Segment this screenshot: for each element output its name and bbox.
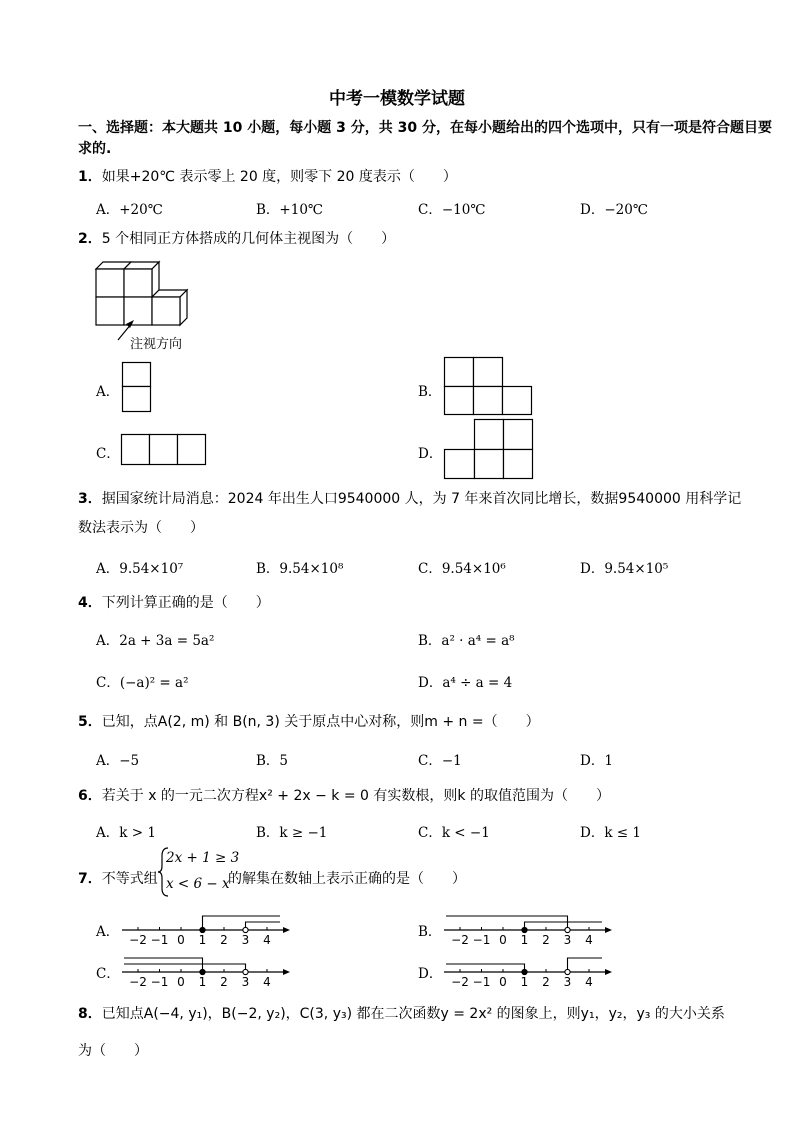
q1-option-a: A．+20℃ [96,202,163,218]
q2-option-c: C． [96,446,120,462]
question-4 [78,592,270,612]
tick-label: 4 [585,975,593,989]
q5-option-a: A．−5 [96,753,140,769]
solution-ray [568,958,603,972]
system-line-1: 2x + 1 ≥ 3 [166,850,240,866]
tick-label: 2 [220,933,228,947]
page-title: 中考一模数学试题 [329,89,465,109]
q3-option-b: B．9.54×10⁸ [256,561,344,577]
open-point [243,927,248,932]
closed-point [522,969,527,974]
question-7-text-post: 的解集在数轴上表示正确的是（ ） [228,871,466,887]
q7-option-b: B． [418,924,442,940]
axis-arrow [605,927,612,933]
q6-option-b: B．k ≥ −1 [256,825,328,841]
q3-option-c: C．9.54×10⁶ [418,561,506,577]
q6-option-c: C．k < −1 [418,825,490,841]
question-number: 3． [78,491,102,507]
question-3 [78,488,741,508]
cube-stack-figure [90,255,200,335]
question-number: 1． [78,169,102,185]
question-8-line2: 为（ ） [78,1043,148,1059]
solution-ray [525,922,603,930]
question-number: 4． [78,595,102,611]
question-1 [78,166,457,186]
tick-label: 2 [220,975,228,989]
tick-label: 2 [542,933,550,947]
q1-option-c: C．−10℃ [418,202,486,218]
solution-ray [203,916,281,930]
tick-label: 1 [198,975,207,989]
question-text: 下列计算正确的是（ ） [101,595,270,611]
question-text: 已知，点A(2, m) 和 B(n, 3) 关于原点中心对称，则m + n =（ ） [101,714,540,730]
tick-label: 4 [585,933,593,947]
tick-label: 2 [542,975,550,989]
question-text: 如果+20℃ 表示零上 20 度，则零下 20 度表示（ ） [101,169,457,185]
closed-point [200,969,205,974]
question-number: 6． [78,788,102,804]
number-line-d [442,947,622,991]
question-7 [78,868,158,888]
question-5 [78,711,540,731]
question-number: 2． [78,231,102,247]
q2-view-a [122,362,152,414]
tick-label: 3 [563,975,572,989]
q7-option-d: D． [418,966,443,982]
solution-ray [124,964,246,972]
tick-label: 4 [263,933,271,947]
question-number: 5． [78,714,102,730]
q3-option-d: D．9.54×10⁵ [580,561,669,577]
q6-option-a: A．k > 1 [96,825,156,841]
question-8 [78,1003,725,1023]
q2-option-b: B． [418,384,442,400]
open-point [243,969,248,974]
tick-label: −2 [451,933,469,947]
q2-view-b [444,357,536,417]
question-3-line2: 数法表示为（ ） [78,520,204,536]
q5-option-c: C．−1 [418,753,462,769]
section-heading: 一、选择题：本大题共 10 小题，每小题 3 分，共 30 分，在每小题给出的四个选项中，只有一项是符合题目要求的. [78,120,772,157]
question-text: 若关于 x 的一元二次方程x² + 2x − k = 0 有实数根，则k 的取值范围为（ ） [101,788,610,804]
axis-arrow [283,969,290,975]
solution-ray [446,964,525,972]
tick-label: −1 [472,933,491,947]
tick-label: 3 [563,933,572,947]
tick-label: −2 [129,975,147,989]
question-number: 7． [78,871,102,887]
q2-view-d [444,419,536,481]
q4-option-a: A．2a + 3a = 5a² [96,633,215,649]
tick-label: 0 [177,933,185,947]
q4-option-d: D．a⁴ ÷ a = 4 [418,675,513,691]
q2-option-a: A． [96,384,120,400]
tick-label: 1 [198,933,207,947]
tick-label: −1 [150,975,169,989]
tick-label: −1 [472,975,491,989]
closed-point [200,927,205,932]
number-line-a [120,905,300,949]
question-2 [78,228,395,248]
q7-option-c: C． [96,966,120,982]
solution-ray [246,922,281,930]
view-direction-label: 注视方向 [130,337,183,352]
tick-label: 0 [177,975,185,989]
q2-view-c [121,434,209,466]
question-6 [78,785,610,805]
question-text: 据国家统计局消息：2024 年出生人口9540000 人，为 7 年来首次同比增长，数据9540000 用科学记 [101,491,742,507]
tick-label: −1 [150,933,169,947]
q3-option-a: A．9.54×10⁷ [96,561,184,577]
question-text: 已知点A(−4, y₁)，B(−2, y₂)，C(3, y₃) 都在二次函数y = 2x² 的图象上，则y₁，y₂，y₃ 的大小关系 [101,1006,725,1022]
question-text-pre: 不等式组 [101,871,158,887]
q5-option-b: B．5 [256,753,289,769]
open-point [565,927,570,932]
q1-option-b: B．+10℃ [256,202,324,218]
question-text: 5 个相同正方体搭成的几何体主视图为（ ） [101,231,396,247]
number-line-c [120,947,300,991]
q2-option-d: D． [418,446,443,462]
tick-label: −2 [129,933,147,947]
tick-label: 1 [520,975,529,989]
q1-option-d: D．−20℃ [580,202,648,218]
tick-label: 1 [520,933,529,947]
q4-option-c: C．(−a)² = a² [96,675,189,691]
tick-label: 0 [499,933,507,947]
tick-label: 3 [241,975,250,989]
q5-option-d: D．1 [580,753,613,769]
q4-option-b: B．a² · a⁴ = a⁸ [418,633,515,649]
solution-ray [446,916,568,930]
tick-label: −2 [451,975,469,989]
system-line-2: x < 6 − x [166,876,230,892]
question-number: 8． [78,1006,102,1022]
open-point [565,969,570,974]
q6-option-d: D．k ≤ 1 [580,825,641,841]
closed-point [522,927,527,932]
axis-arrow [283,927,290,933]
number-line-b [442,905,622,949]
tick-label: 4 [263,975,271,989]
tick-label: 0 [499,975,507,989]
solution-ray [124,958,203,972]
axis-arrow [605,969,612,975]
q7-option-a: A． [96,924,120,940]
tick-label: 3 [241,933,250,947]
